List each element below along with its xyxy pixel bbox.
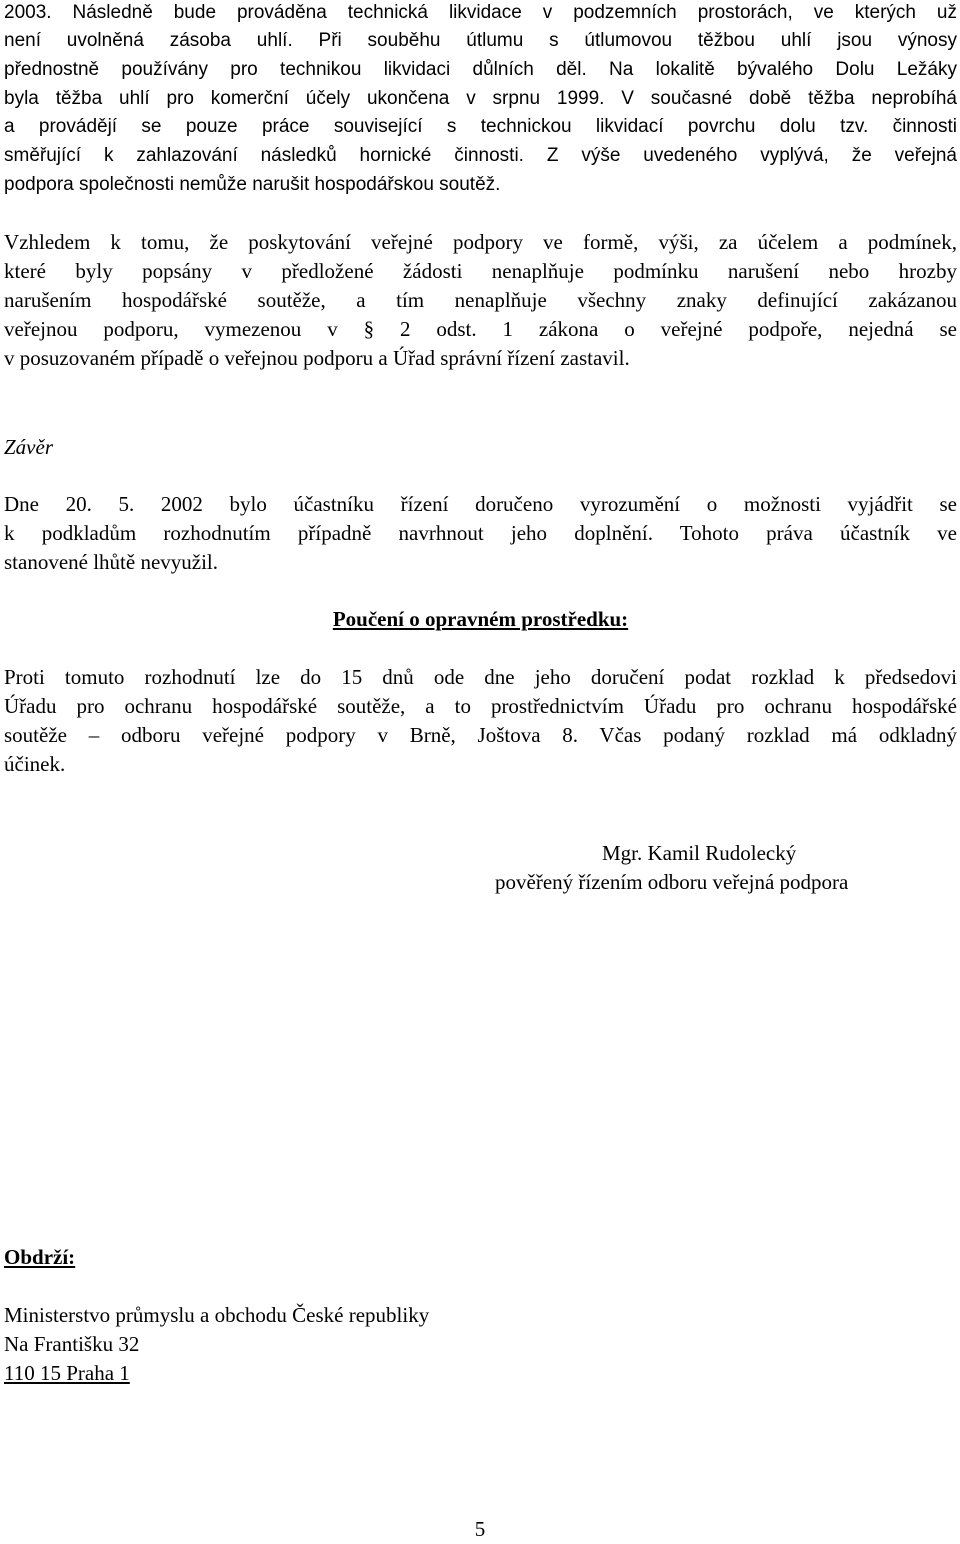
text-line: Proti tomuto rozhodnutí lze do 15 dnů ode dne jeho doručení podat rozklad k předsedovi [4, 665, 957, 689]
text-line: Úřadu pro ochranu hospodářské soutěže, a to prostřednictvím Úřadu pro ochranu hospodářské [4, 694, 957, 718]
text-line: v posuzovaném případě o veřejnou podporu a Úřad správní řízení zastavil. [4, 346, 630, 370]
text-line: stanovené lhůtě nevyužil. [4, 550, 219, 574]
recipient-city: 110 15 Praha 1 [4, 1361, 130, 1385]
text-line: veřejnou podporu, vymezenou v § 2 odst. 1 zákona o veřejné podpoře, nejedná se [4, 317, 957, 341]
section-heading-pouceni: Poučení o opravném prostředku: [332, 607, 629, 631]
text-line: není uvolněná zásoba uhlí. Při souběhu útlumu s útlumovou těžbou uhlí jsou výnosy [4, 30, 957, 51]
text-line: byla těžba uhlí pro komerční účely ukončena v srpnu 1999. V současné době těžba neprobíhá [4, 88, 957, 109]
signatory-role: pověřený řízením odboru veřejná podpora [495, 870, 849, 894]
text-line: 2003. Následně bude prováděna technická likvidace v podzemních prostorách, ve kterých už [4, 2, 957, 23]
page-number: 5 [474, 1517, 486, 1541]
text-line: podpora společnosti nemůže narušit hospodářskou soutěž. [4, 174, 501, 195]
recipient-name: Ministerstvo průmyslu a obchodu České republiky [4, 1303, 430, 1327]
text-line: Dne 20. 5. 2002 bylo účastníku řízení doručeno vyrozumění o možnosti vyjádřit se [4, 492, 957, 516]
text-line: soutěže – odboru veřejné podpory v Brně, Joštova 8. Včas podaný rozklad má odkladný [4, 723, 957, 747]
recipient-street: Na Františku 32 [4, 1332, 140, 1356]
text-line: narušením hospodářské soutěže, a tím nenaplňuje všechny znaky definující zakázanou [4, 288, 957, 312]
recipients-heading: Obdrží: [4, 1245, 76, 1269]
text-line: účinek. [4, 752, 66, 776]
section-heading-zaver: Závěr [4, 435, 53, 459]
text-line: přednostně používány pro technikou likvidaci důlních děl. Na lokalitě bývalého Dolu Ležáky [4, 59, 957, 80]
text-line: které byly popsány v předložené žádosti nenaplňuje podmínku narušení nebo hrozby [4, 259, 957, 283]
text-line: a provádějí se pouze práce související s technickou likvidací povrchu dolu tzv. činnosti [4, 116, 957, 137]
signatory-name: Mgr. Kamil Rudolecký [602, 841, 797, 865]
text-line: Vzhledem k tomu, že poskytování veřejné podpory ve formě, výši, za účelem a podmínek, [4, 230, 957, 254]
text-line: k podkladům rozhodnutím případně navrhnout jeho doplnění. Tohoto práva účastník ve [4, 521, 957, 545]
text-line: směřující k zahlazování následků hornické činnosti. Z výše uvedeného vyplývá, že veřejná [4, 145, 957, 166]
